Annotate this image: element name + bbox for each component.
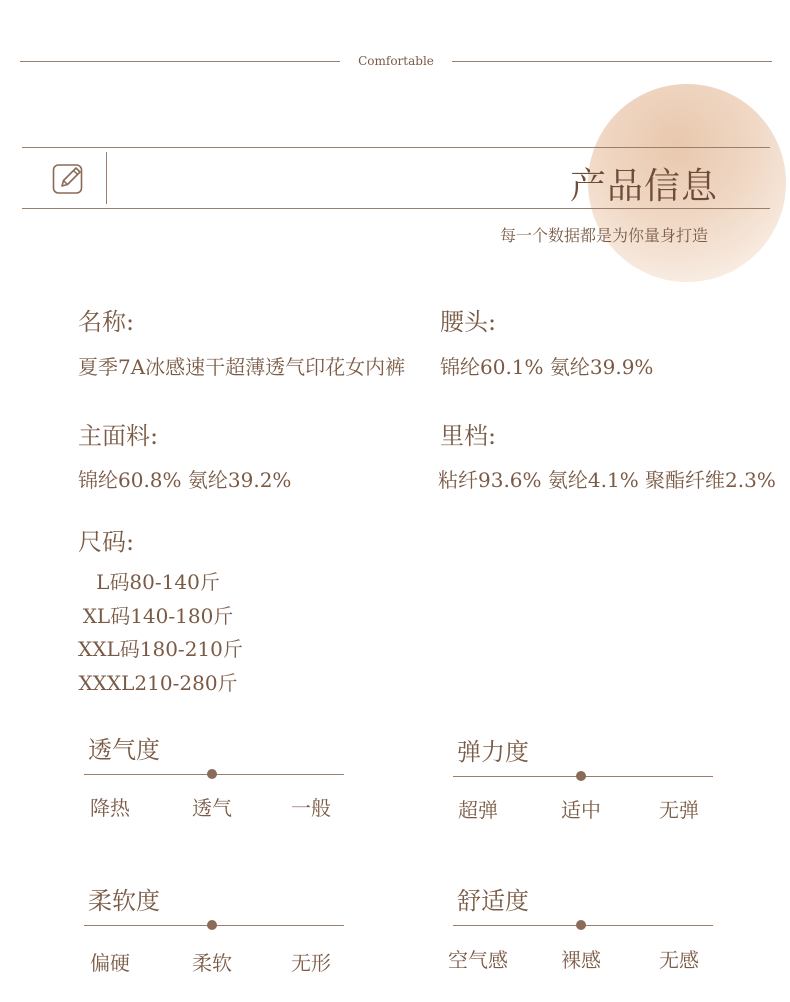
scale-option: 无弹 (659, 798, 699, 822)
scale-option: 降热 (90, 796, 130, 820)
page-subtitle: 每一个数据都是为你量身打造 (499, 226, 708, 245)
size-item: XXXL210-280斤 (78, 670, 238, 695)
lining-label: 里档: (440, 422, 497, 450)
name-value: 夏季7A冰感速干超薄透气印花女内裤 (78, 355, 406, 379)
header-separator (106, 152, 107, 204)
size-label: 尺码: (78, 528, 135, 556)
scale-option: 透气 (192, 796, 232, 820)
size-list (78, 566, 243, 700)
main-fabric-value: 锦纶60.8% 氨纶39.2% (78, 468, 292, 492)
scale-option: 适中 (561, 798, 601, 822)
scale-title: 柔软度 (88, 887, 160, 915)
top-divider-left (20, 61, 340, 62)
top-label: Comfortable (358, 54, 434, 68)
scale-option: 无感 (659, 948, 699, 972)
scale-option: 空气感 (448, 948, 508, 972)
scale-option: 裸感 (561, 948, 601, 972)
scale-title: 透气度 (88, 736, 160, 764)
name-label: 名称: (78, 308, 135, 336)
scale-indicator-dot (576, 771, 586, 781)
scale-option: 超弹 (458, 798, 498, 822)
waistband-label: 腰头: (440, 308, 497, 336)
size-item: XXL码180-210斤 (78, 637, 243, 661)
top-divider-right (452, 61, 772, 62)
scale-indicator-dot (207, 920, 217, 930)
main-fabric-label: 主面料: (78, 422, 159, 450)
scale-indicator-dot (576, 920, 586, 930)
lining-value: 粘纤93.6% 氨纶4.1% 聚酯纤维2.3% (438, 468, 776, 492)
scale-option: 一般 (291, 796, 331, 820)
scale-title: 舒适度 (457, 887, 529, 915)
scale-option: 无形 (291, 951, 331, 975)
scale-indicator-dot (207, 769, 217, 779)
header-rule-top (22, 147, 770, 148)
size-item: L码80-140斤 (96, 570, 220, 594)
page-title: 产品信息 (569, 166, 718, 207)
scale-title: 弹力度 (457, 738, 529, 766)
edit-icon (52, 162, 85, 195)
scale-option: 偏硬 (90, 951, 130, 975)
waistband-value: 锦纶60.1% 氨纶39.9% (440, 355, 654, 379)
size-item: XL码140-180斤 (82, 603, 234, 628)
scale-option: 柔软 (192, 951, 232, 975)
